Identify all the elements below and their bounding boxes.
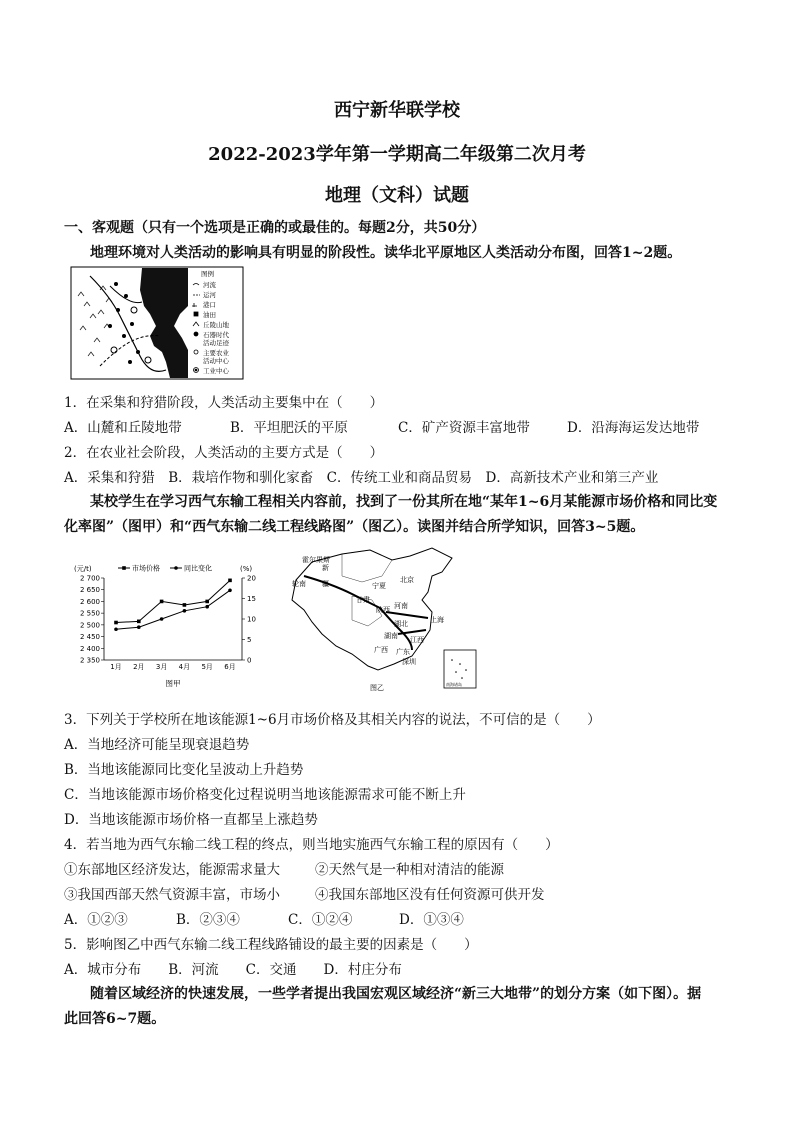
y-tick-label-right: 20 bbox=[247, 574, 256, 583]
svg-text:陕西: 陕西 bbox=[376, 606, 390, 614]
y-tick-label-left: 2 650 bbox=[79, 586, 100, 595]
svg-text:疆: 疆 bbox=[322, 580, 329, 588]
data-point-yoy bbox=[114, 627, 118, 631]
svg-text:广西: 广西 bbox=[374, 646, 388, 654]
svg-text:石器时代: 石器时代 bbox=[203, 331, 229, 339]
q4-statement-3: ③我国西部天然气资源丰富，市场小 bbox=[64, 887, 280, 903]
y-tick-label-left: 2 500 bbox=[79, 621, 100, 630]
q4-option-c[interactable]: C．①②④ bbox=[288, 912, 353, 928]
svg-text:甘肃: 甘肃 bbox=[356, 596, 370, 604]
svg-text:宁夏: 宁夏 bbox=[372, 582, 386, 590]
intro-2-line1: 某校学生在学习西气东输工程相关内容前，找到了一份其所在地“某年1~6月某能源市场价格和同比变 bbox=[90, 494, 718, 510]
svg-text:工业中心: 工业中心 bbox=[203, 367, 229, 375]
q4-statement-2: ②天然气是一种相对清洁的能源 bbox=[315, 862, 504, 878]
data-point-price bbox=[205, 600, 209, 604]
q1-option-c[interactable]: C．矿产资源丰富地带 bbox=[398, 420, 530, 436]
north-china-plain-map bbox=[70, 266, 244, 380]
legend-title: 图例 bbox=[201, 270, 214, 278]
x-tick-label: 1月 bbox=[110, 663, 122, 671]
inset-label: 南海诸岛 bbox=[446, 682, 462, 687]
label-horgos: 霍尔果斯 bbox=[302, 556, 330, 564]
y-tick-label-right: 15 bbox=[247, 595, 256, 603]
y-tick-label-left: 2 350 bbox=[79, 656, 100, 665]
q4-option-d[interactable]: D．①③④ bbox=[399, 912, 464, 928]
svg-text:深圳: 深圳 bbox=[402, 658, 416, 666]
intro-1: 地理环境对人类活动的影响具有明显的阶段性。读华北平原地区人类活动分布图，回答1~2题。 bbox=[90, 245, 682, 261]
svg-text:主要农业: 主要农业 bbox=[203, 349, 229, 357]
x-tick-label: 5月 bbox=[201, 663, 213, 671]
q3-option-b[interactable]: B．当地该能源同比变化呈波动上升趋势 bbox=[64, 762, 304, 778]
section-heading: 一、客观题（只有一个选项是正确的或最佳的。每题2分，共50分） bbox=[64, 220, 486, 236]
y-tick-label-right: 10 bbox=[247, 615, 256, 624]
legend-label-yoy: 同比变化 bbox=[184, 564, 212, 573]
price-chart bbox=[66, 560, 272, 692]
legend-label-price: 市场价格 bbox=[132, 564, 160, 573]
svg-text:广东: 广东 bbox=[396, 648, 410, 656]
q1-option-d[interactable]: D．沿海海运发达地带 bbox=[567, 420, 700, 436]
chart-caption: 图甲 bbox=[165, 679, 181, 688]
y-tick-label-left: 2 600 bbox=[79, 597, 100, 606]
intro-3-line2: 此回答6~7题。 bbox=[64, 1011, 166, 1027]
svg-text:活动足迹: 活动足迹 bbox=[203, 339, 229, 347]
data-point-yoy bbox=[228, 589, 232, 593]
exam-title: 2022-2023学年第一学期高二年级第二次月考 bbox=[208, 144, 586, 165]
legend-marker-price bbox=[122, 566, 126, 570]
q5-options[interactable]: A．城市分布 B．河流 C．交通 D．村庄分布 bbox=[64, 962, 402, 978]
svg-text:北京: 北京 bbox=[400, 576, 414, 584]
data-point-price bbox=[183, 603, 187, 607]
subject-title: 地理（文科）试题 bbox=[325, 185, 469, 206]
q5-stem: 5．影响图乙中西气东输二线工程线路铺设的最主要的因素是（ ） bbox=[64, 937, 478, 953]
q4-stem: 4．若当地为西气东输二线工程的终点，则当地实施西气东输工程的原因有（ ） bbox=[64, 837, 559, 853]
data-point-price bbox=[160, 600, 164, 604]
q1-option-b[interactable]: B．平坦肥沃的平原 bbox=[230, 420, 348, 436]
q1-option-a[interactable]: A．山麓和丘陵地带 bbox=[64, 420, 182, 436]
y-tick-label-left: 2 550 bbox=[79, 609, 100, 618]
y-tick-label-right: 0 bbox=[247, 656, 252, 665]
svg-text:丘陵山地: 丘陵山地 bbox=[203, 321, 229, 329]
y-label-right: (%) bbox=[240, 565, 253, 573]
y-tick-label-left: 2 400 bbox=[79, 644, 100, 653]
svg-text:油田: 油田 bbox=[203, 311, 216, 319]
svg-text:运河: 运河 bbox=[203, 291, 216, 299]
pipeline-map bbox=[282, 546, 480, 692]
map2-caption: 图乙 bbox=[370, 684, 384, 692]
q1-stem: 1．在采集和狩猎阶段，人类活动主要集中在（ ） bbox=[64, 395, 384, 411]
svg-text:江西: 江西 bbox=[410, 636, 424, 644]
q2-stem: 2．在农业社会阶段，人类活动的主要方式是（ ） bbox=[64, 445, 384, 461]
q4-statement-1: ①东部地区经济发达，能源需求量大 bbox=[64, 862, 280, 878]
x-tick-label: 6月 bbox=[224, 663, 236, 671]
data-point-price bbox=[228, 579, 232, 583]
data-point-yoy bbox=[205, 605, 209, 609]
svg-text:河流: 河流 bbox=[203, 281, 216, 289]
intro-3-line1: 随着区域经济的快速发展，一些学者提出我国宏观区域经济“新三大地带”的划分方案（如下图）。据 bbox=[90, 986, 702, 1002]
x-tick-label: 3月 bbox=[155, 663, 168, 671]
y-tick-label-left: 2 450 bbox=[79, 633, 100, 642]
svg-text:上海: 上海 bbox=[430, 616, 444, 624]
x-tick-label: 2月 bbox=[133, 663, 145, 671]
data-point-yoy bbox=[160, 617, 164, 621]
svg-text:活动中心: 活动中心 bbox=[203, 357, 229, 365]
q2-options[interactable]: A．采集和狩猎 B．栽培作物和驯化家畜 C．传统工业和商品贸易 D．高新技术产业和第三产业 bbox=[64, 470, 659, 486]
q3-option-c[interactable]: C．当地该能源市场价格变化过程说明当地该能源需求可能不断上升 bbox=[64, 787, 466, 803]
y-tick-label-right: 5 bbox=[247, 636, 252, 644]
svg-text:湖北: 湖北 bbox=[394, 620, 408, 628]
svg-text:新: 新 bbox=[322, 564, 329, 572]
svg-text:轮南: 轮南 bbox=[292, 580, 306, 588]
svg-text:港口: 港口 bbox=[203, 301, 216, 309]
data-point-price bbox=[137, 620, 141, 624]
q4-option-a[interactable]: A．①②③ bbox=[64, 912, 128, 928]
x-tick-label: 4月 bbox=[178, 663, 191, 671]
series-line-price bbox=[116, 580, 230, 622]
legend-marker-yoy bbox=[174, 566, 178, 570]
y-label-left: (元/t) bbox=[74, 565, 92, 573]
svg-text:湖南: 湖南 bbox=[384, 632, 398, 640]
q3-stem: 3．下列关于学校所在地该能源1~6月市场价格及其相关内容的说法，不可信的是（ ） bbox=[64, 712, 601, 728]
svg-text:河南: 河南 bbox=[394, 602, 408, 610]
q3-option-d[interactable]: D．当地该能源市场价格一直都呈上涨趋势 bbox=[64, 812, 318, 828]
q3-option-a[interactable]: A．当地经济可能呈现衰退趋势 bbox=[64, 737, 250, 753]
y-tick-label-left: 2 700 bbox=[79, 574, 100, 583]
data-point-price bbox=[114, 621, 118, 625]
intro-2-line2: 化率图”（图甲）和“西气东输二线工程线路图”（图乙）。读图并结合所学知识，回答3~5题。 bbox=[64, 519, 645, 535]
data-point-yoy bbox=[183, 609, 187, 613]
q4-statement-4: ④我国东部地区没有任何资源可供开发 bbox=[315, 887, 545, 903]
q4-option-b[interactable]: B．②③④ bbox=[176, 912, 240, 928]
data-point-yoy bbox=[137, 625, 141, 629]
school-name: 西宁新华联学校 bbox=[334, 100, 460, 121]
